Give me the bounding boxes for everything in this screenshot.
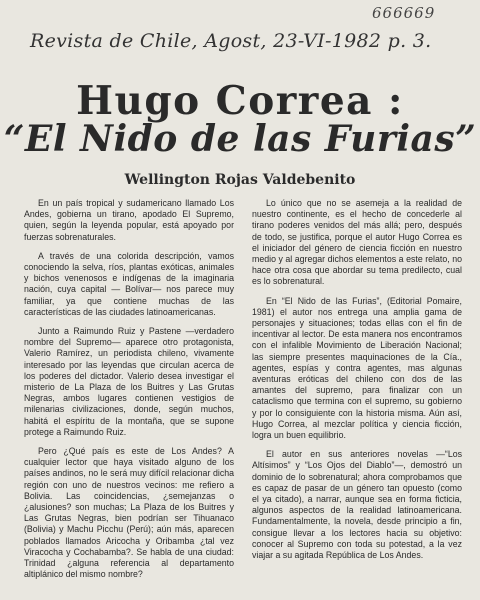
paragraph: El autor en sus anteriores novelas —“Los Altísimos” y “Los Ojos del Diablo”—, demostró un dominio de lo sobrenatural; ahora comprobamos que es capaz de pasar de un género tan opuesto (como el ya citado), a narrar, aunque sea en forma ficticia, algunos aspectos de la realidad latinoamericana. Fundamentalmente, la novela, desde principio a fin, consigue llevar a los lectores hacia su objetivo: conocer al Supremo con toda su potestad, a la vez viajar a su agitada República de Los Andes. [252,449,462,561]
paragraph: Pero ¿Qué país es este de Los Andes? A cualquier lector que haya visitado alguno de los países andinos, no le será muy difícil relacionar dicha región con uno de nuestros vecinos: me refiero a Bolivia. Las coincidencias, ¿semejanzas o ¿alusiones? son muchas; La Plaza de los Buitres y Las Grutas Negras, bien podrían ser Tihuanaco (Bolivia) y Machu Picchu (Perú); aún más, aparecen poblados llamados Aricocha y Oribamba ¿tal vez Viracocha y Cochabamba?. Se habla de una ciudad: Trinidad ¿alguna referencia al departamento altiplánico del mismo nombre? [24,446,234,580]
paragraph: En un país tropical y sudamericano llamado Los Andes, gobierna un tirano, apodado El Supremo, quien, según la leyenda popular, está apoyado por fuerzas sobrenaturales. [24,198,234,242]
article-title-line-1: Hugo Correa : [76,78,404,124]
paragraph: Junto a Raimundo Ruiz y Pastene —verdadero nombre del Supremo— aparece otro protagonista, Valerio Ramírez, un periodista chileno, vivamente interesado por las leyendas que circulan acerca de los poderes del dictador. Valerio desea investigar el misterio de La Plaza de los Buitres y Las Grutas Negras, ambos lugares contienen vestigios de milenarias civilizaciones, donde, según muchos, habitá el espíritu de la montaña, que se supone protege a Raimundo Ruiz. [24,326,234,437]
paragraph: A través de una colorida descripción, vamos conociendo la selva, ríos, plantas exóticas, animales y bichos venenosos e indígenas de la imaginaria nación, cuya capital — Bolívar— nos parece muy familiar, ya que contiene muchas de las características de las ciudades latinoamericanas. [24,250,234,317]
source-citation-annotation: Revista de Chile, Agost, 23-VI-1982 p. 3. [30,30,432,52]
article-right-column [252,198,462,569]
article-title-line-2: “El Nido de las Furias” [3,118,477,160]
article-left-column [24,198,234,589]
archive-number-annotation: 666669 [372,4,436,22]
paragraph: En “El Nido de las Furias”, (Editorial Pomaire, 1981) el autor nos entrega una amplia gama de personajes y situaciones; todas ellas con el fin de incentivar al lector. De esta manera nos encontramos con el infalible Movimiento de Liberación Nacional; las siempre presentes maquinaciones de la Cía., agentes, espías y contra agentes, mas algunas aventuras eróticas del chileno con dos de las amantes del supremo, para finalizar con un cataclismo que termina con el supremo, su gobierno y por lo consiguiente con la historia misma. Aún así, Hugo Correa, al mezclar política y ciencia ficción, logra un buen equilibrio. [252,295,462,441]
article-author: Wellington Rojas Valdebenito [124,172,356,188]
paragraph: Lo único que no se asemeja a la realidad de nuestro continente, es el hecho de concederle al tirano poderes venidos del más allá; pero, después de todo, se justifica, porque el autor Hugo Correa es el iniciador del género de ciencia ficción en nuestro medio y al agregar dichos elementos a este relato, no hace otra cosa que abordar su tema predilecto, cual es lo sobrenatural. [252,198,462,287]
